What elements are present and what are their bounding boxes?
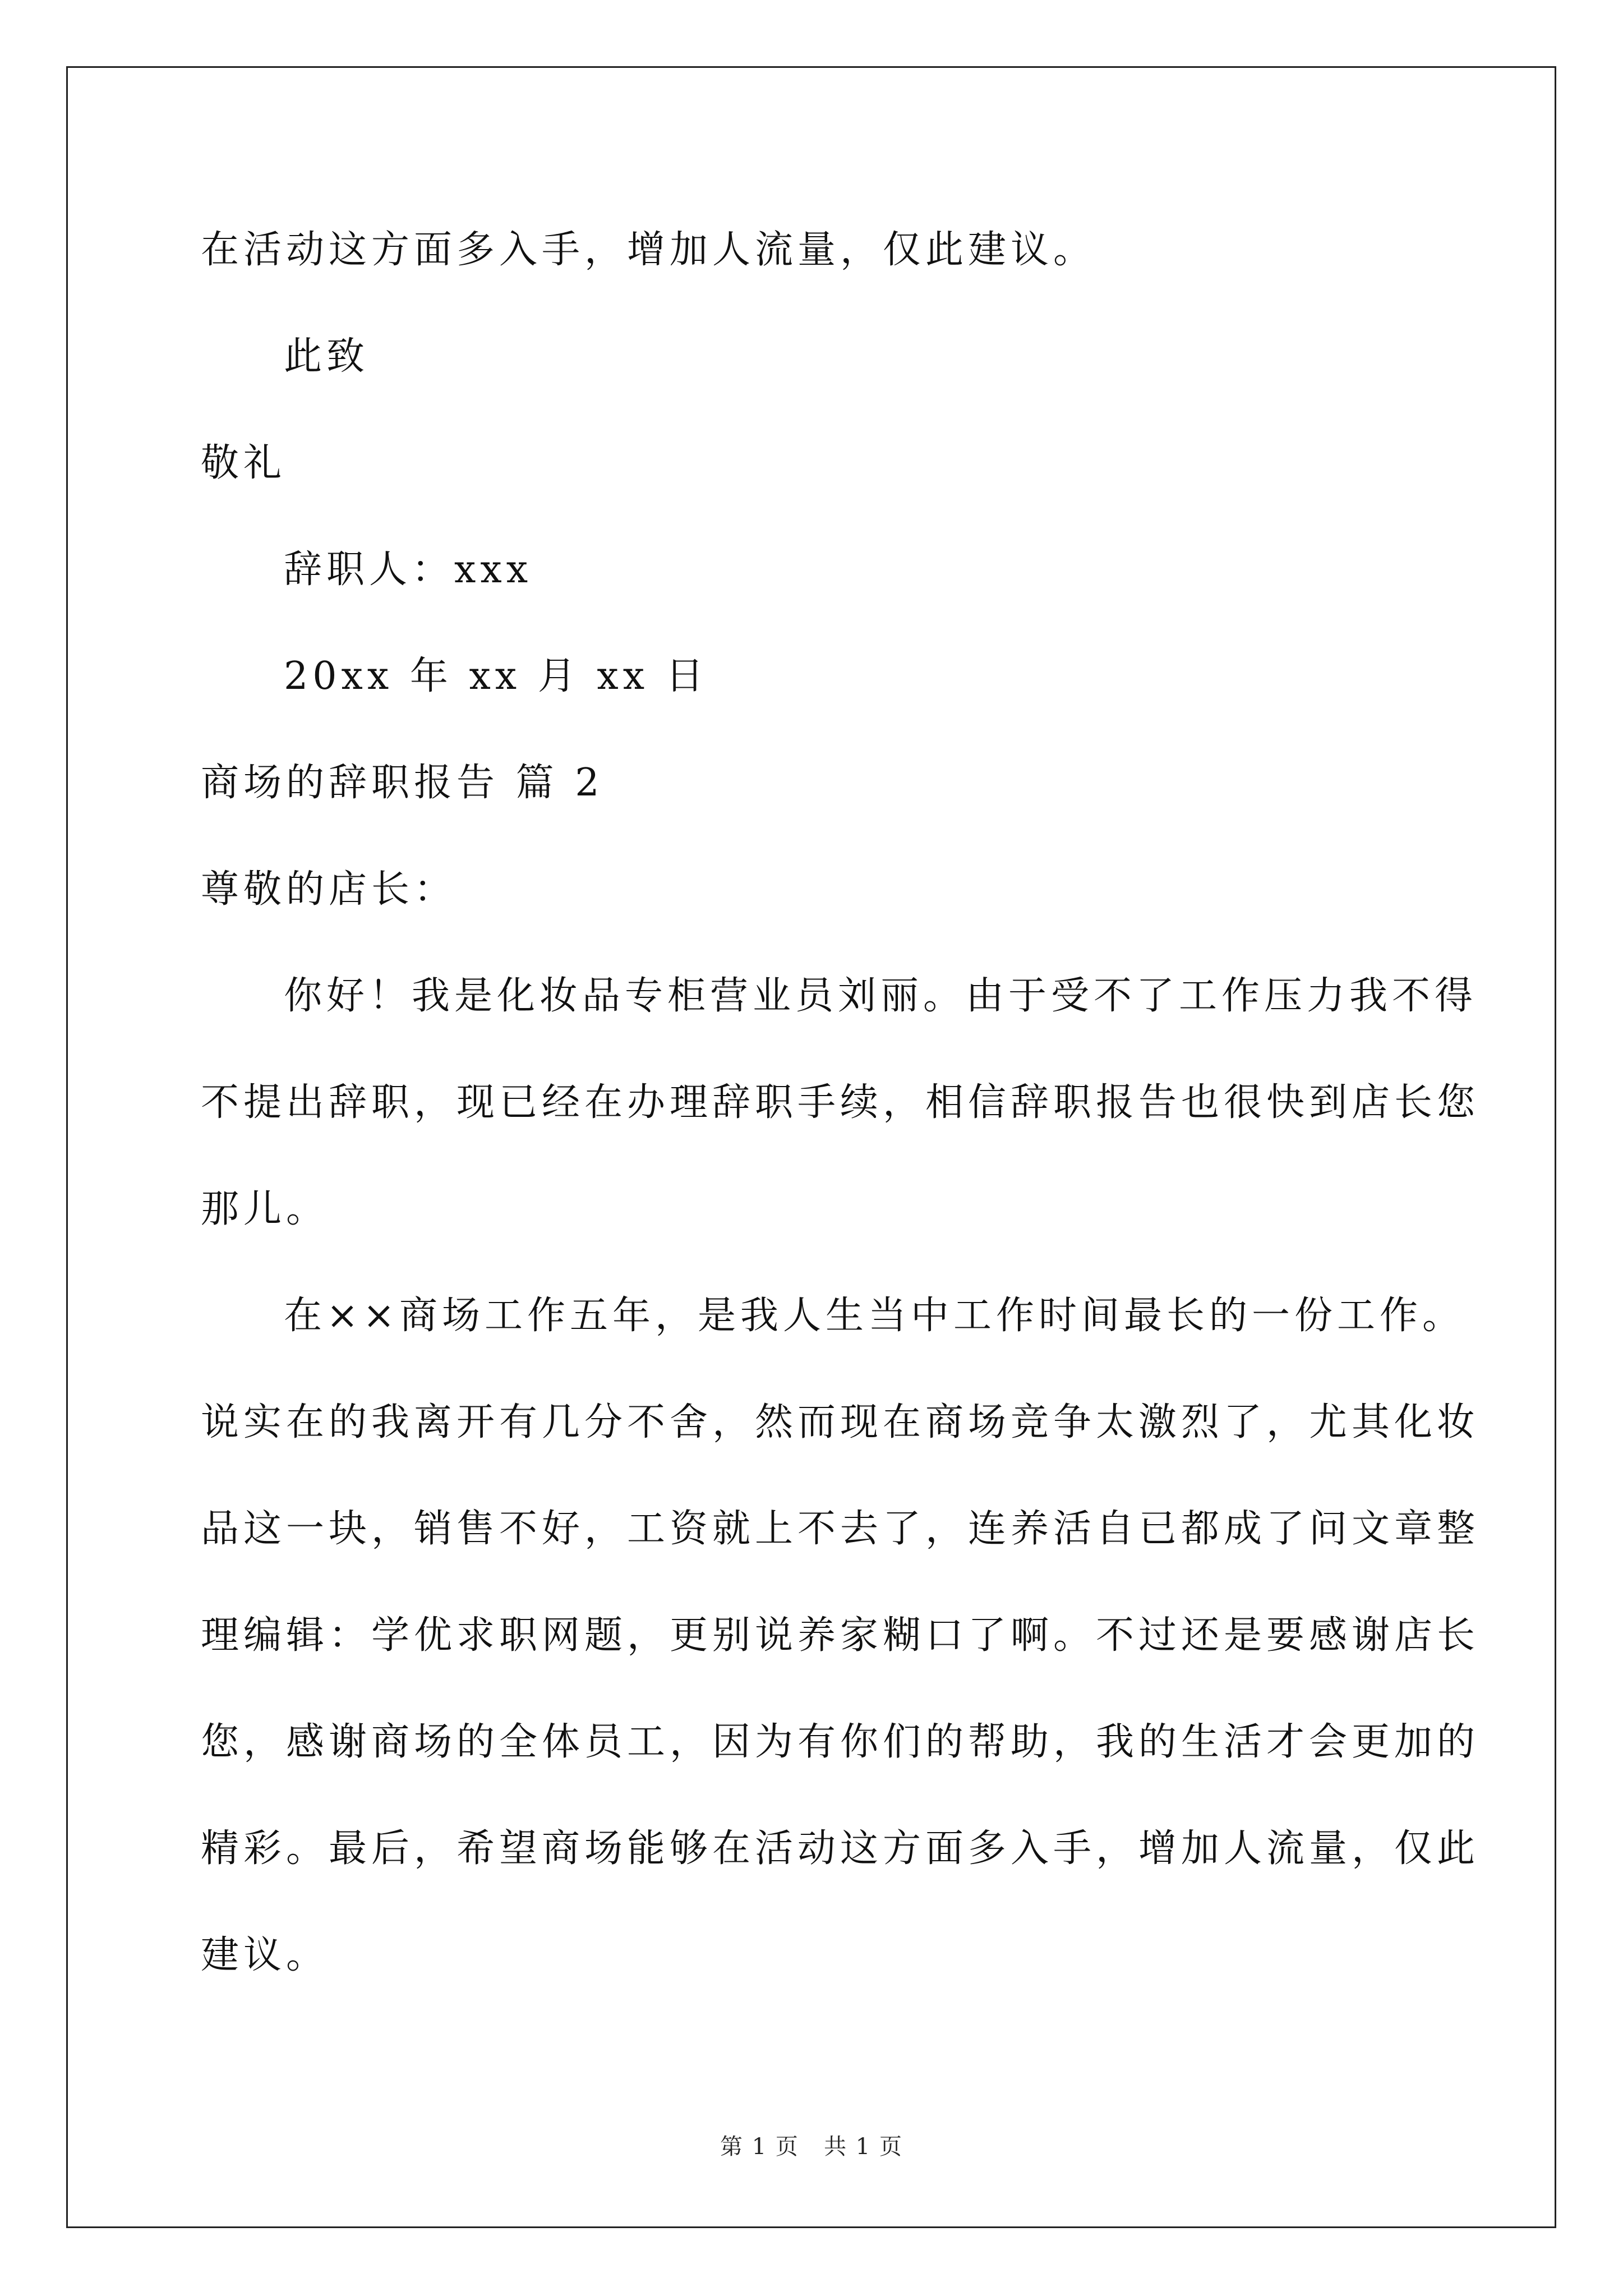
text-line: 理编辑：学优求职网题，更别说养家糊口了啊。不过还是要感谢店长 — [201, 1613, 1480, 1658]
closing-salutation: 此致 — [284, 334, 370, 379]
text-line: 您，感谢商场的全体员工，因为有你们的帮助，我的生活才会更加的 — [201, 1720, 1480, 1764]
page-footer: 第 1 页 共 1 页 — [720, 2134, 903, 2160]
text-line: 你好！我是化妆品专柜营业员刘丽。由于受不了工作压力我不得 — [284, 974, 1478, 1018]
text-line: 精彩。最后，希望商场能够在活动这方面多入手，增加人流量，仅此 — [201, 1826, 1480, 1871]
text-line: 不提出辞职，现已经在办理辞职手续，相信辞职报告也很快到店长您 — [201, 1080, 1480, 1125]
text-line: 品这一块，销售不好，工资就上不去了，连养活自已都成了问文章整 — [201, 1507, 1480, 1551]
text-line: 那儿。 — [201, 1187, 329, 1231]
signature-name: 辞职人：xxx — [284, 547, 533, 592]
closing-regards: 敬礼 — [201, 441, 287, 485]
section-heading: 商场的辞职报告 篇 2 — [201, 761, 604, 805]
signature-date: 20xx 年 xx 月 xx 日 — [284, 654, 708, 698]
text-line: 建议。 — [201, 1933, 329, 1977]
text-line: 在活动这方面多入手，增加人流量，仅此建议。 — [201, 228, 1096, 272]
text-line: 在××商场工作五年，是我人生当中工作时间最长的一份工作。 — [284, 1294, 1465, 1338]
greeting: 尊敬的店长： — [201, 867, 457, 912]
page-border — [66, 66, 1556, 2228]
text-line: 说实在的我离开有几分不舍，然而现在商场竞争太激烈了，尤其化妆 — [201, 1400, 1480, 1444]
